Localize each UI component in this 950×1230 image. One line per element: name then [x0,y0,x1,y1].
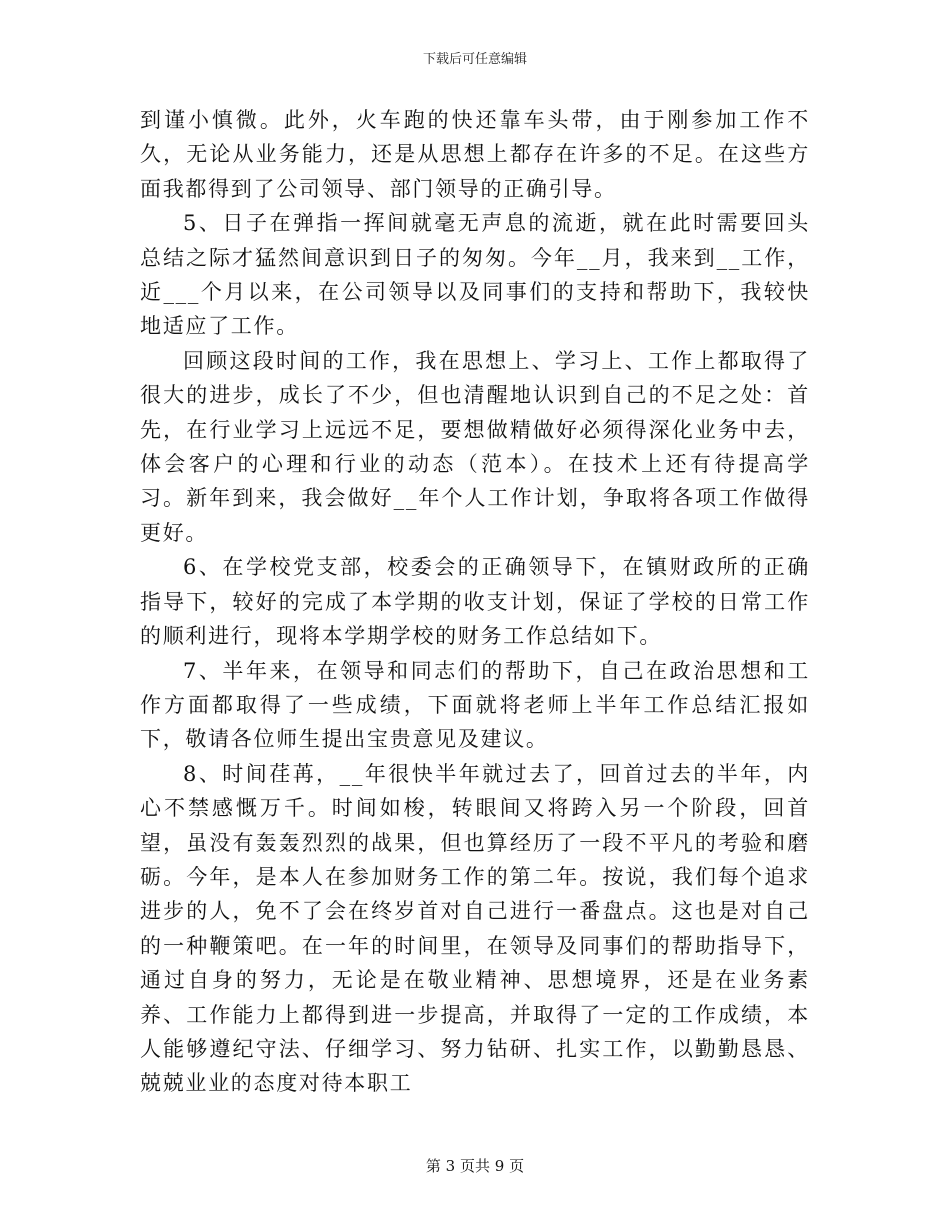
document-body [140,103,810,1101]
page-number: 第 3 页共 9 页 [425,1157,525,1175]
paragraph-7: 7、半年来，在领导和同志们的帮助下，自己在政治思想和工作方面都取得了一些成绩，下面就将老师上半年工作总结汇报如下，敬请各位师生提出宝贵意见及建议。 [140,658,810,752]
paragraph-continuation: 到谨小慎微。此外，火车跑的快还靠车头带，由于刚参加工作不久，无论从业务能力，还是从思想上都存在许多的不足。在这些方面我都得到了公司领导、部门领导的正确引导。 [140,108,810,201]
paragraph-8: 8、时间荏苒，__年很快半年就过去了，回首过去的半年，内心不禁感慨万千。时间如梭，转眼间又将跨入另一个阶段，回首望，虽没有轰轰烈烈的战果，但也算经历了一段不平凡的考验和磨砺。今年，是本人在参加财务工作的第二年。按说，我们每个追求进步的人，免不了会在终岁首对自己进行一番盘点。这也是对自己的一种鞭策吧。在一年的时间里，在领导及同事们的帮助指导下，通过自身的努力，无论是在敬业精神、思想境界，还是在业务素养、工作能力上都得到进一步提高，并取得了一定的工作成绩，本人能够遵纪守法、仔细学习、努力钻研、扎实工作，以勤勤恳恳、兢兢业业的态度对待本职工 [140,761,810,1096]
paragraph-5: 5、日子在弹指一挥间就毫无声息的流逝，就在此时需要回头总结之际才猛然间意识到日子的匆匆。今年__月，我来到__工作，近___个月以来，在公司领导以及同事们的支持和帮助下，我较快地适应了工作。 [140,211,810,339]
paragraph-review: 回顾这段时间的工作，我在思想上、学习上、工作上都取得了很大的进步，成长了不少，但也清醒地认识到自己的不足之处：首先，在行业学习上远远不足，要想做精做好必须得深化业务中去，体会客户的心理和行业的动态（范本）。在技术上还有待提高学习。新年到来，我会做好__年个人工作计划，争取将各项工作做得更好。 [140,348,810,545]
page-header: 下载后可任意编辑 [422,52,527,67]
paragraph-6: 6、在学校党支部，校委会的正确领导下，在镇财政所的正确指导下，较好的完成了本学期的收支计划，保证了学校的日常工作的顺利进行，现将本学期学校的财务工作总结如下。 [140,555,810,649]
